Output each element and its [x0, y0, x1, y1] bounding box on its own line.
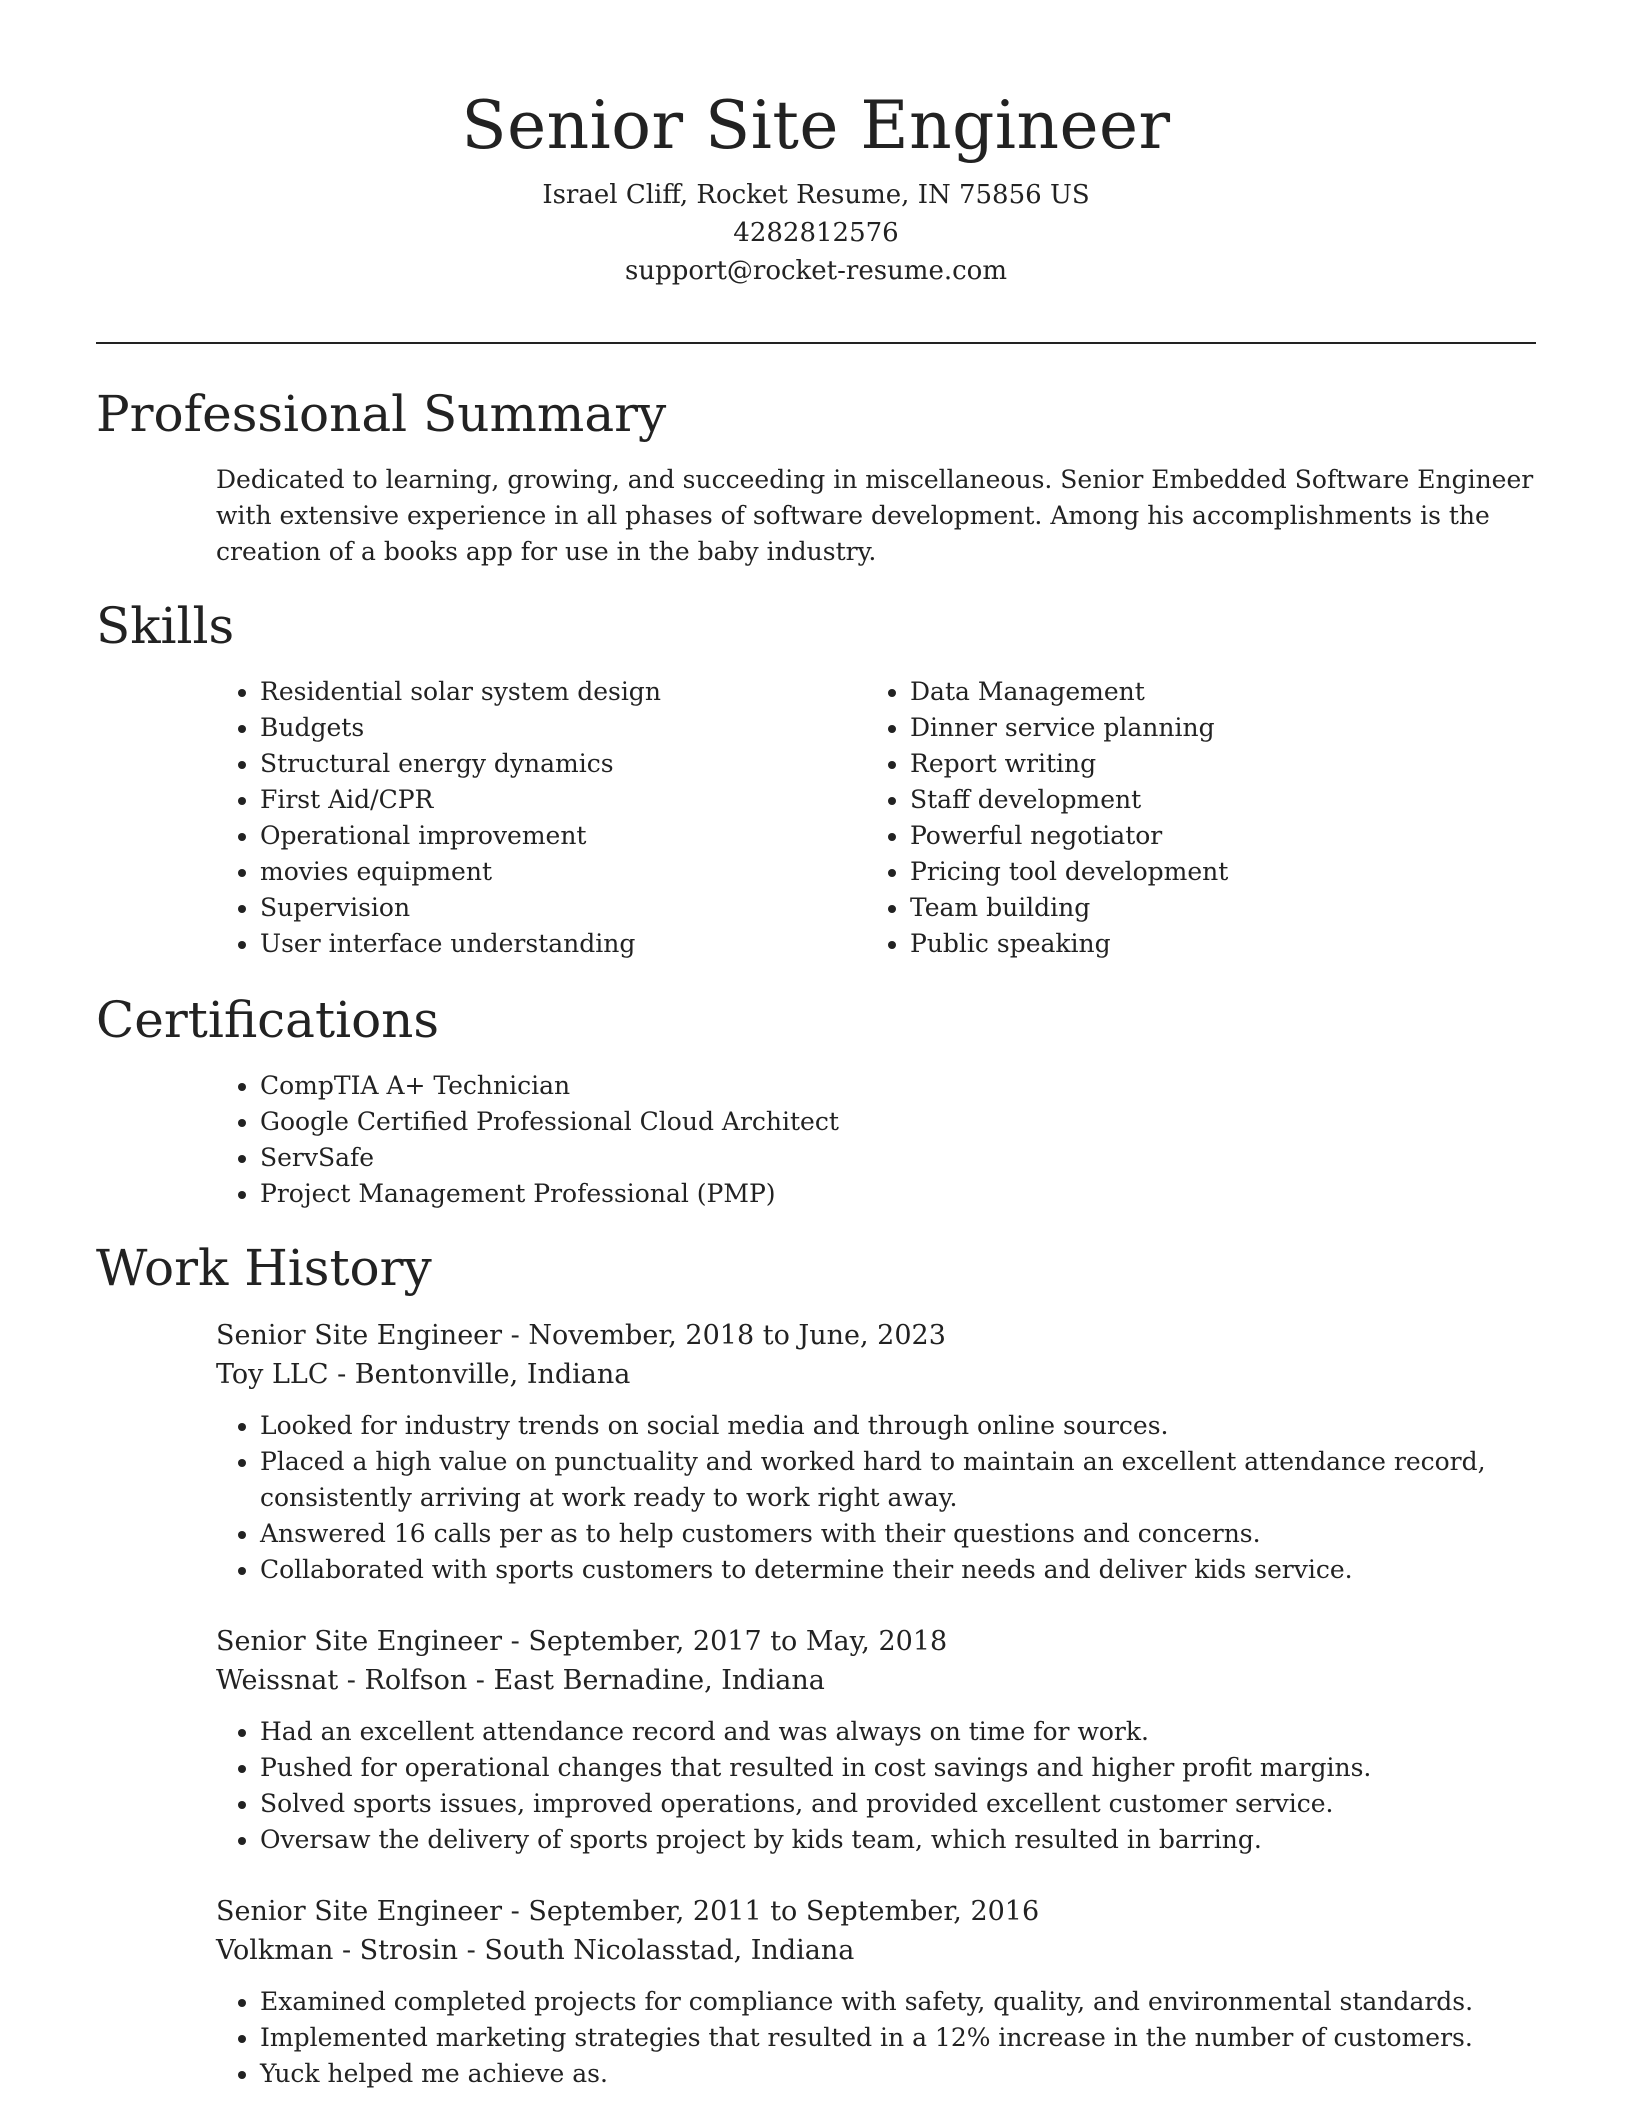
skill-item: • Powerful negotiator — [910, 818, 1506, 854]
header-divider — [96, 342, 1536, 344]
skill-item: • User interface understanding — [260, 926, 856, 962]
job-bullet: • Yuck helped me achieve as. — [260, 2056, 1536, 2092]
certification-item: • ServSafe — [260, 1140, 1416, 1176]
job-title-line: Senior Site Engineer - November, 2018 to June, 2023 — [216, 1320, 946, 1351]
certifications-heading: Certifications — [96, 991, 440, 1049]
skill-item: • Staff development — [910, 782, 1506, 818]
contact-address: Israel Cliff, Rocket Resume, IN 75856 US — [542, 180, 1090, 210]
skill-item: • Residential solar system design — [260, 674, 856, 710]
job-bullet: • Collaborated with sports customers to determine their needs and deliver kids service. — [260, 1552, 1536, 1588]
job-entry — [216, 1892, 1536, 2092]
skill-item: • First Aid/CPR — [260, 782, 856, 818]
skill-item: • Budgets — [260, 710, 856, 746]
job-bullets — [216, 1408, 1536, 1588]
skill-item: • Structural energy dynamics — [260, 746, 856, 782]
job-company-line: Volkman - Strosin - South Nicolasstad, Indiana — [216, 1935, 855, 1966]
skills-heading: Skills — [96, 597, 235, 655]
contact-info — [0, 176, 1632, 290]
job-bullets — [216, 1984, 1536, 2092]
job-bullet: • Had an excellent attendance record and was always on time for work. — [260, 1714, 1536, 1750]
skill-item: • Report writing — [910, 746, 1506, 782]
certification-item: • Google Certified Professional Cloud Architect — [260, 1104, 1416, 1140]
skill-item: • Operational improvement — [260, 818, 856, 854]
resume-header — [0, 78, 1632, 290]
job-company-line: Weissnat - Rolfson - East Bernadine, Indiana — [216, 1665, 825, 1696]
skill-item: • Data Management — [910, 674, 1506, 710]
job-bullet: • Solved sports issues, improved operations, and provided excellent customer service. — [260, 1786, 1536, 1822]
skill-item: • Supervision — [260, 890, 856, 926]
work-history-heading: Work History — [96, 1239, 432, 1297]
job-company-line: Toy LLC - Bentonville, Indiana — [216, 1359, 631, 1390]
skill-item: • Dinner service planning — [910, 710, 1506, 746]
certification-item: • Project Management Professional (PMP) — [260, 1176, 1416, 1212]
skills-right-column — [866, 674, 1506, 962]
skills-list-right — [866, 674, 1506, 962]
resume-title: Senior Site Engineer — [461, 87, 1171, 164]
job-bullet: • Placed a high value on punctuality and worked hard to maintain an excellent attendance record, consistently arriving at work ready to work right away. — [260, 1444, 1536, 1516]
skills-left-column — [216, 674, 856, 962]
certifications-list — [216, 1068, 1416, 1212]
skill-item: • Public speaking — [910, 926, 1506, 962]
job-bullet: • Looked for industry trends on social media and through online sources. — [260, 1408, 1536, 1444]
job-title-line: Senior Site Engineer - September, 2011 to September, 2016 — [216, 1896, 1040, 1927]
summary-heading: Professional Summary — [96, 385, 667, 443]
skills-list-left — [216, 674, 856, 962]
contact-email: support@rocket-resume.com — [624, 256, 1007, 286]
summary-text: Dedicated to learning, growing, and succeeding in miscellaneous. Senior Embedded Software Engineer with extensive experience in all phases of software development. Among his accomplishments is the creation of a books app for use in the baby industry. — [216, 465, 1534, 566]
skill-item: • Team building — [910, 890, 1506, 926]
skill-item: • movies equipment — [260, 854, 856, 890]
job-entry — [216, 1622, 1536, 1858]
job-bullet: • Pushed for operational changes that resulted in cost savings and higher profit margins. — [260, 1750, 1536, 1786]
certification-item: • CompTIA A+ Technician — [260, 1068, 1416, 1104]
skill-item: • Pricing tool development — [910, 854, 1506, 890]
job-bullet: • Implemented marketing strategies that resulted in a 12% increase in the number of customers. — [260, 2020, 1536, 2056]
job-bullet: • Oversaw the delivery of sports project by kids team, which resulted in barring. — [260, 1822, 1536, 1858]
job-bullet: • Answered 16 calls per as to help customers with their questions and concerns. — [260, 1516, 1536, 1552]
job-title-line: Senior Site Engineer - September, 2017 to May, 2018 — [216, 1626, 948, 1657]
job-entry — [216, 1316, 1536, 1588]
job-bullet: • Examined completed projects for compliance with safety, quality, and environmental standards. — [260, 1984, 1536, 2020]
job-bullets — [216, 1714, 1536, 1858]
contact-phone: 4282812576 — [733, 218, 899, 248]
